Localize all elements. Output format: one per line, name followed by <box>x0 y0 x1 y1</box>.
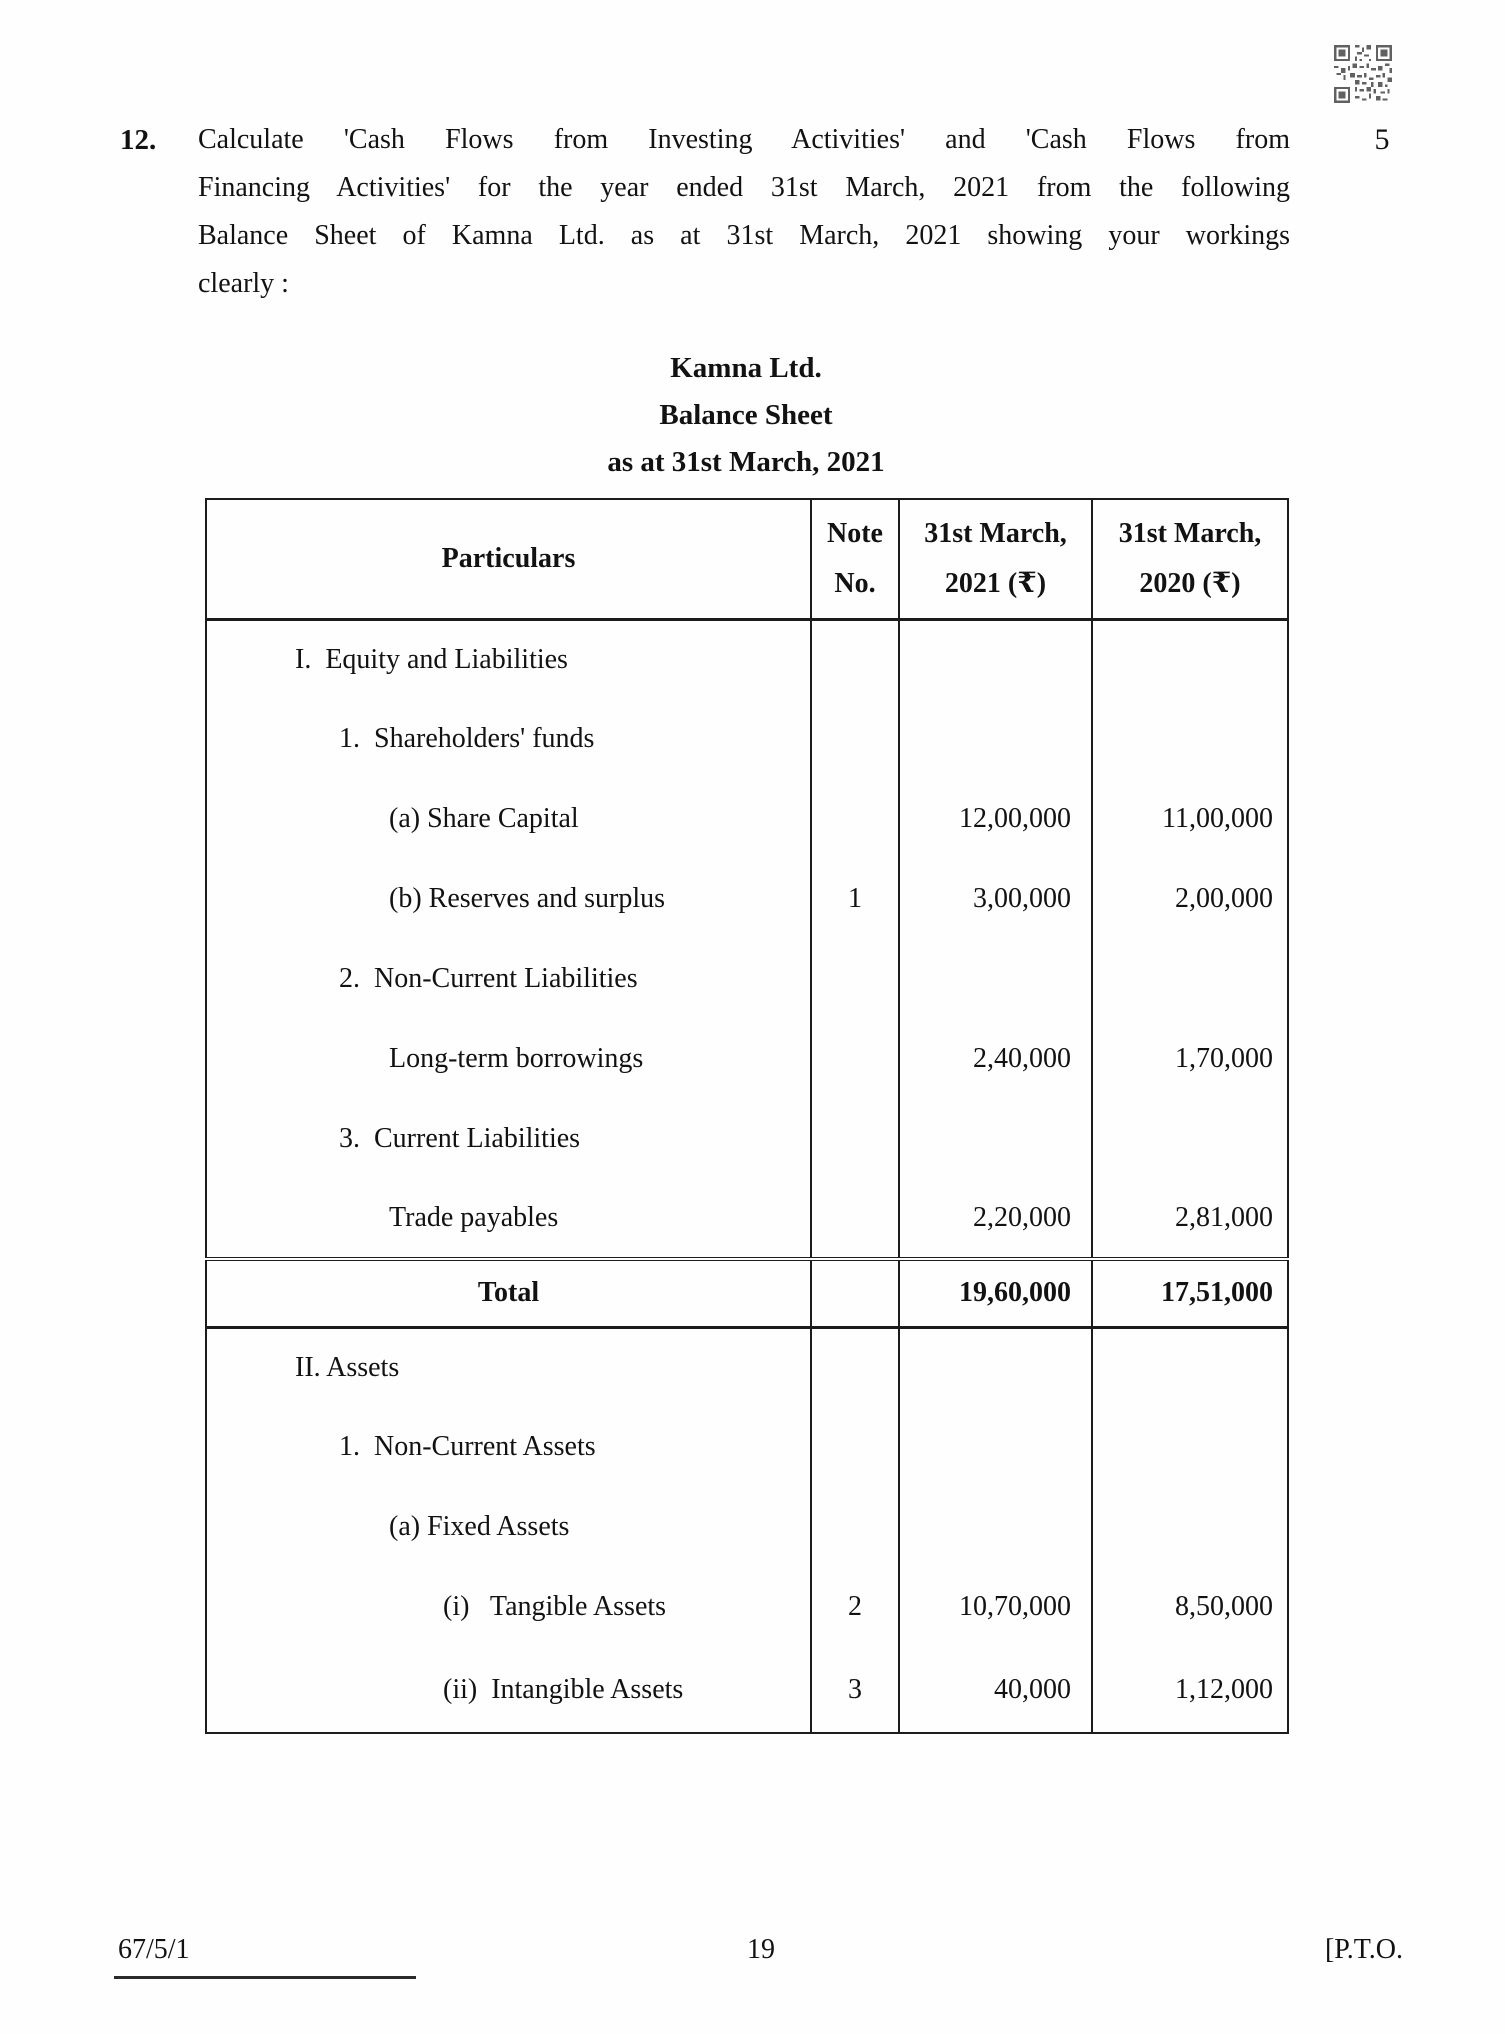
row-note <box>811 619 899 699</box>
row-label: II. Assets <box>295 1351 400 1383</box>
table-row <box>206 1179 1288 1259</box>
row-note <box>811 1327 899 1407</box>
row-note <box>811 939 899 1019</box>
row-note <box>811 1487 899 1567</box>
row-label: Trade payables <box>389 1202 559 1233</box>
row-value-2020: 1,12,000 <box>1092 1647 1288 1733</box>
table-row <box>206 859 1288 939</box>
row-note <box>811 1407 899 1487</box>
question-text-line: clearly : <box>198 268 289 299</box>
row-value-2021: 2,40,000 <box>899 1019 1092 1099</box>
statement-subtitle: as at 31st March, 2021 <box>607 446 885 478</box>
table-row <box>206 1099 1288 1179</box>
row-value-2020 <box>1092 699 1288 779</box>
row-value-2020: 1,70,000 <box>1092 1019 1288 1099</box>
question-text-line: Financing Activities' for the year ended 31st March, 2021 from the following <box>198 172 1290 203</box>
row-value-2021: 10,70,000 <box>899 1567 1092 1647</box>
table-row <box>206 1487 1288 1567</box>
row-label: (a) Fixed Assets <box>389 1511 570 1542</box>
row-label: 1. Non-Current Assets <box>339 1431 596 1462</box>
row-value-2020 <box>1092 619 1288 699</box>
row-note <box>811 699 899 779</box>
page-number: 19 <box>747 1934 775 1965</box>
row-value-2020 <box>1092 1327 1288 1407</box>
row-value-2021: 12,00,000 <box>899 779 1092 859</box>
table-total-row <box>206 1259 1288 1327</box>
row-value-2021 <box>899 1099 1092 1179</box>
question-text-line: Calculate 'Cash Flows from Investing Activities' and 'Cash Flows from <box>198 124 1290 155</box>
row-value-2020 <box>1092 1099 1288 1179</box>
total-label: Total <box>477 1277 540 1309</box>
row-value-2021 <box>899 1327 1092 1407</box>
question-marks: 5 <box>1374 123 1390 156</box>
row-label: (ii) Intangible Assets <box>443 1673 684 1705</box>
table-row <box>206 1567 1288 1647</box>
question-number: 12. <box>120 124 157 156</box>
header-particulars: Particulars <box>206 499 811 619</box>
row-note <box>811 1099 899 1179</box>
pto-label: [P.T.O. <box>1324 1934 1403 1965</box>
paper-code-underline <box>114 1976 416 1979</box>
row-value-2020 <box>1092 1487 1288 1567</box>
total-value-2021: 19,60,000 <box>899 1259 1092 1327</box>
row-label: 2. Non-Current Liabilities <box>339 963 638 994</box>
row-value-2020: 8,50,000 <box>1092 1567 1288 1647</box>
row-note <box>811 1019 899 1099</box>
row-value-2021: 3,00,000 <box>899 859 1092 939</box>
table-row <box>206 1327 1288 1407</box>
row-value-2021 <box>899 1407 1092 1487</box>
row-value-2021 <box>899 619 1092 699</box>
table-row <box>206 939 1288 1019</box>
row-value-2021 <box>899 699 1092 779</box>
row-value-2021: 2,20,000 <box>899 1179 1092 1259</box>
row-label: 3. Current Liabilities <box>339 1123 581 1154</box>
row-value-2021 <box>899 1487 1092 1567</box>
row-value-2020: 2,00,000 <box>1092 859 1288 939</box>
question-text <box>198 116 1290 308</box>
row-value-2021 <box>899 939 1092 1019</box>
row-note <box>811 1179 899 1259</box>
qr-code <box>1334 44 1392 104</box>
row-label: (b) Reserves and surplus <box>389 883 666 914</box>
row-label: Long-term borrowings <box>389 1043 644 1074</box>
row-note: 3 <box>811 1647 899 1733</box>
row-value-2020 <box>1092 1407 1288 1487</box>
row-note: 1 <box>811 859 899 939</box>
total-value-2020: 17,51,000 <box>1092 1259 1288 1327</box>
row-value-2020 <box>1092 939 1288 1019</box>
row-value-2021: 40,000 <box>899 1647 1092 1733</box>
table-row <box>206 1647 1288 1733</box>
table-row <box>206 619 1288 699</box>
table-row <box>206 779 1288 859</box>
balance-sheet-table <box>205 498 1289 1734</box>
statement-heading <box>205 345 1287 486</box>
row-note <box>811 779 899 859</box>
row-label: I. Equity and Liabilities <box>295 643 568 675</box>
question-text-line: Balance Sheet of Kamna Ltd. as at 31st March, 2021 showing your workings <box>198 220 1290 251</box>
statement-title: Balance Sheet <box>659 399 833 431</box>
table-header-row <box>206 499 1288 619</box>
company-name: Kamna Ltd. <box>670 352 822 384</box>
row-label: (a) Share Capital <box>389 803 579 834</box>
row-value-2020: 11,00,000 <box>1092 779 1288 859</box>
total-note <box>811 1259 899 1327</box>
header-31-march-2020: 31st March, 2020 (₹) <box>1092 499 1288 619</box>
row-value-2020: 2,81,000 <box>1092 1179 1288 1259</box>
row-label: 1. Shareholders' funds <box>339 723 595 754</box>
header-note-no: Note No. <box>811 499 899 619</box>
row-note: 2 <box>811 1567 899 1647</box>
table-row <box>206 699 1288 779</box>
table-row <box>206 1019 1288 1099</box>
paper-code: 67/5/1 <box>118 1934 190 1965</box>
row-label: (i) Tangible Assets <box>443 1591 667 1622</box>
table-row <box>206 1407 1288 1487</box>
question-block <box>120 116 1290 308</box>
header-31-march-2021: 31st March, 2021 (₹) <box>899 499 1092 619</box>
